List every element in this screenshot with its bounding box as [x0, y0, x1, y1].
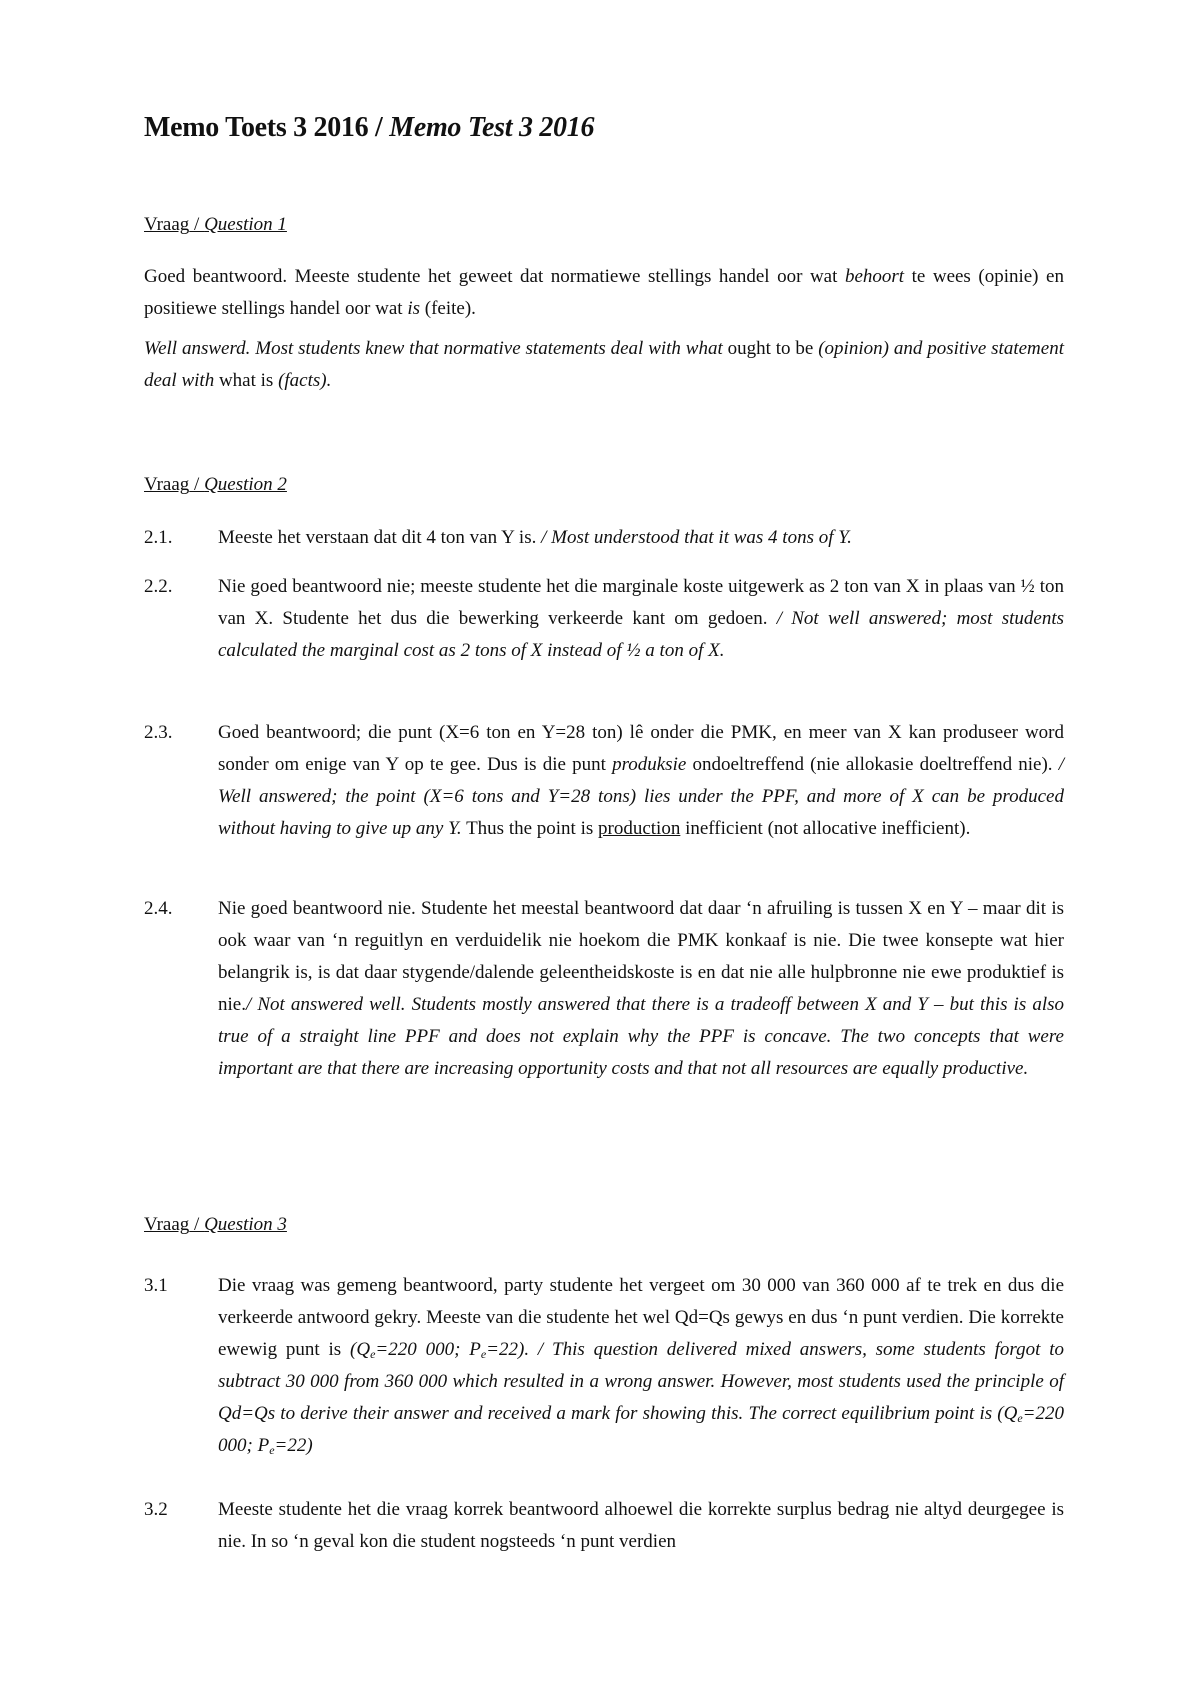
english-text: / Not well answered; most students calculated the marginal cost as 2 tons of X instead of ½ a ton of X.	[218, 608, 1064, 661]
english-text: / This question delivered mixed answers, some students forgot to subtract 30 000 from 360 000 which resulted in a wrong answer. However, most students used the principle of Qd=Qs to derive their answer and received a mark for showing this. The correct equilibrium point is	[218, 1339, 1064, 1424]
text: what is	[214, 370, 279, 391]
english-text: inefficient (not allocative inefficient).	[680, 818, 971, 839]
subscript: e	[480, 1347, 487, 1361]
question-1-english-answer	[144, 333, 1064, 397]
subscript: e	[370, 1347, 376, 1361]
text: (Q	[350, 1339, 371, 1360]
afrikaans-text: Die vraag was gemeng beantwoord, party studente het vergeet om 30 000 van 360 000 af te trek en dus die verkeerde antwoord gekry. Meeste van die studente het wel Qd=Qs gewys en dus ‘n punt verdien. Die korrekte ewewig punt is	[218, 1275, 1064, 1360]
title-english: Memo Test 3 2016	[389, 112, 595, 143]
emphasis: is	[407, 298, 420, 319]
english-text: Thus the point is	[461, 818, 599, 839]
heading-en: Question 3	[204, 1214, 287, 1235]
underlined-term: production	[598, 818, 681, 839]
title-afrikaans: Memo Toets 3 2016	[144, 112, 369, 143]
item-number: 3.2	[144, 1499, 168, 1520]
answer-2-4	[144, 893, 1064, 1085]
text: (opinion) and positive statement deal with	[144, 338, 1064, 391]
title-separator: /	[368, 112, 390, 143]
item-number: 2.3.	[144, 722, 173, 743]
answer-2-1	[144, 522, 1064, 554]
english-text: / Well answered; the point (X=6 tons and Y=28 tons) lies under the PPF, and more of X can be produced without having to give up any Y.	[218, 754, 1064, 839]
answer-3-2	[144, 1494, 1064, 1558]
text: te wees (opinie) en positiewe stellings handel oor wat	[144, 266, 1064, 319]
question-1-afrikaans-answer	[144, 261, 1064, 325]
text: =22).	[486, 1339, 530, 1360]
answer-2-3	[144, 717, 1064, 845]
afrikaans-text: Nie goed beantwoord nie. Studente het meestal beantwoord dat daar ‘n afruiling is tussen X en Y – maar dit is ook waar van ‘n reguitlyn en verduidelik nie hoekom die PMK konkaaf is nie. Die twee konsepte wat hier belangrik is, is dat daar stygende/dalende geleentheidskoste is en dat nie alle hulpbronne nie ewe produktief is nie.	[218, 898, 1064, 1015]
heading-sep: /	[189, 214, 205, 235]
text: ought to be	[722, 338, 819, 359]
text: (facts).	[278, 370, 332, 391]
text: (Q	[997, 1403, 1018, 1424]
text: Goed beantwoord. Meeste studente het geweet dat normatiewe stellings handel oor wat	[144, 266, 845, 287]
question-3-heading	[144, 1214, 287, 1236]
subscript: e	[269, 1443, 275, 1457]
text: Well answerd. Most students knew that normative statements deal with what	[144, 338, 723, 359]
item-number: 2.1.	[144, 527, 173, 548]
page-title	[144, 112, 594, 144]
question-1-heading	[144, 214, 287, 236]
text: =220 000; P	[218, 1403, 1064, 1456]
item-number: 2.4.	[144, 898, 173, 919]
afrikaans-text: Goed beantwoord; die punt (X=6 ton en Y=28 ton) lê onder die PMK, en meer van X kan produseer word sonder om enige van Y op te gee. Dus is die punt	[218, 722, 1064, 775]
heading-af: Vraag	[144, 214, 190, 235]
afrikaans-text: Meeste studente het die vraag korrek beantwoord alhoewel die korrekte surplus bedrag nie altyd deurgegee is nie. In so ‘n geval kon die student nogsteeds ‘n punt verdien	[218, 1499, 1064, 1552]
english-text: / Most understood that it was 4 tons of Y.	[536, 527, 852, 548]
answer-3-1	[144, 1270, 1064, 1462]
subscript: e	[1017, 1411, 1023, 1425]
heading-af: Vraag	[144, 474, 190, 495]
item-number: 2.2.	[144, 576, 173, 597]
text: =22)	[274, 1435, 313, 1456]
heading-sep: /	[189, 474, 205, 495]
text: =220 000; P	[375, 1339, 481, 1360]
answer-2-2	[144, 571, 1064, 667]
emphasis: behoort	[844, 266, 905, 287]
afrikaans-text: Meeste het verstaan dat dit 4 ton van Y is.	[218, 527, 537, 548]
heading-en: Question 2	[204, 474, 287, 495]
equilibrium-formula	[350, 1339, 529, 1360]
item-number: 3.1	[144, 1275, 168, 1296]
emphasis: produksie	[612, 754, 687, 775]
afrikaans-text: Nie goed beantwoord nie; meeste studente het die marginale koste uitgewerk as 2 ton van X in plaas van ½ ton van X. Studente het dus die bewerking verkeerde kant om gedoen.	[218, 576, 1064, 629]
heading-af: Vraag	[144, 1214, 190, 1235]
heading-en: Question 1	[204, 214, 287, 235]
heading-sep: /	[189, 1214, 205, 1235]
text: (feite).	[420, 298, 476, 319]
question-2-heading	[144, 474, 287, 496]
english-text: / Not answered well. Students mostly answered that there is a tradeoff between X and Y – but this is also true of a straight line PPF and does not explain why the PPF is concave. The two concepts that were important are that there are increasing opportunity costs and that not all resources are equally productive.	[218, 994, 1064, 1079]
afrikaans-text: ondoeltreffend (nie allokasie doeltreffend nie).	[686, 754, 1053, 775]
